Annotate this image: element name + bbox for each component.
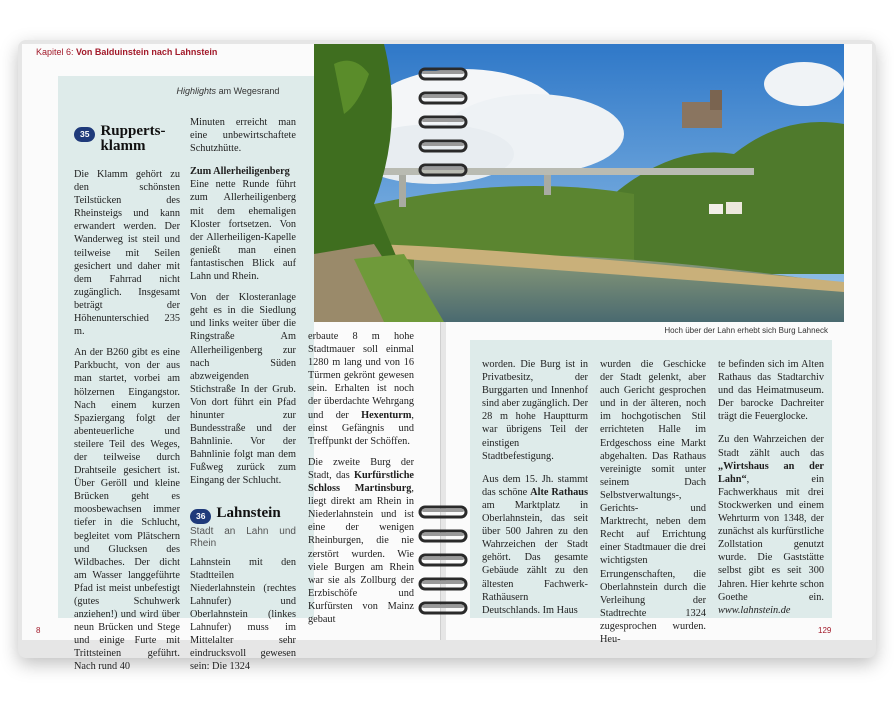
spiral-ring bbox=[418, 528, 468, 544]
col4-paragraph-1: worden. Die Burg ist in Privatbesitz, der Burggarten und Innenhof sind aber zugänglich. Der 28 m hohe Hauptturm war übrigens Teil der einstigen Stadtbefestigung. bbox=[482, 359, 588, 462]
entry-35-badge: 35 bbox=[74, 127, 95, 142]
spiral-ring bbox=[418, 552, 468, 568]
chapter-prefix: Kapitel 6: bbox=[36, 47, 74, 57]
column-3 bbox=[308, 330, 414, 634]
highlights-heading bbox=[158, 86, 298, 96]
entry-35-heading bbox=[74, 124, 180, 154]
spiral-ring bbox=[418, 576, 468, 592]
col6-paragraph-2 bbox=[718, 433, 824, 616]
column-1 bbox=[74, 124, 180, 682]
entry-35-paragraph-2: An der B260 gibt es eine Parkbucht, von der aus man startet, vorbei am hölzernen Eingangstor. Nach einem kurzen Spaziergang folgt der abenteuerliche und steilere Teil des Weges, der teilweise durch Drahtseile gesichert ist. Über Geröll und kleine Brücken geht es moosbewachsen immer tiefer in die Schlucht, begleitet vom Plätschern und Glucksen des Wildbaches. Der dicht am Wasser langgeführte Pfad ist meist unbefestigt (gutes Schuhwerk anziehen!) und wird über neun Brücken und Stege und einige Furte mit Trittsteinen geführt. Nach rund 40 bbox=[74, 347, 180, 673]
chapter-title: Von Balduinstein nach Lahnstein bbox=[76, 47, 218, 57]
col5-paragraph-1: wurden die Geschicke der Stadt gelenkt, aber auch Gericht gesprochen und in der älteren, noch im hochgotischen Stil errichteten Halle im Erdgeschoss eine Markt abgehalten. Das Rathaus vereinigte somit unter seinem Dach Selbstverwaltungs-, Gerichts- und Marktrecht, neben dem Recht auf Errichtung einer Stadtmauer die drei wichtigsten Errungenschaften, die Oberlahnstein durch die Verleihung der Stadtrechte 1324 zugesprochen wurden. Heu- bbox=[600, 359, 706, 645]
page-number-right: 129 bbox=[818, 626, 832, 635]
spiral-ring bbox=[418, 600, 468, 616]
landscape-illustration bbox=[314, 44, 844, 322]
column-2 bbox=[190, 116, 296, 681]
spiral-ring bbox=[418, 114, 468, 130]
col2-paragraph-2 bbox=[190, 165, 296, 283]
allerheiligenberg-heading: Zum Allerheiligenberg bbox=[190, 166, 290, 178]
col6-text-2c: , ein Fachwerkhaus mit drei Stockwerken und einem Wehrturm von 1348, der zunächst als kurfürstliche Zollstation genutzt wurde. Die Gaststätte selbst gibt es seit 300 Jahren. Hier kehrte schon Goethe ein. bbox=[718, 473, 824, 603]
hexenturm-label: Hexenturm bbox=[361, 409, 412, 421]
lahnstein-url: www.lahnstein.de bbox=[718, 604, 791, 616]
column-4 bbox=[482, 358, 588, 625]
entry-36-heading bbox=[190, 506, 296, 524]
col3-text-a: erbaute 8 m hohe Stadtmauer soll einmal 1280 m lang und von 16 Türmen gekrönt gewesen sein. Erhalten ist noch der überdachte Wehrgang und der bbox=[308, 331, 414, 421]
spiral-ring bbox=[418, 66, 468, 82]
highlights-italic: Highlights bbox=[176, 86, 217, 96]
col3-text-2c: , liegt direkt am Rhein in Niederlahnstein und ist eine der wenigen Rheinburgen, die nie zerstört wurden. Wie viele Burgen am Rhein war sie als Zollburg der Erzbischöfe und Kurfürsten von Mainz gebaut bbox=[308, 483, 414, 625]
col6-paragraph-1: te befinden sich im Alten Rathaus das Stadtarchiv und das Heimatmuseum. Der barocke Dachreiter trägt die Feuerglocke. bbox=[718, 359, 824, 423]
col3-text-2a: Die zweite Burg der Stadt, das bbox=[308, 456, 414, 481]
col3-text-c: , einst Gefängnis und Treffpunkt der Schöffen. bbox=[308, 409, 414, 447]
chapter-header bbox=[36, 47, 217, 57]
spiral-ring bbox=[418, 90, 468, 106]
col4-text-2a: Aus dem 15. Jh. stammt das schöne bbox=[482, 473, 588, 498]
col4-text-2c: am Marktplatz in Oberlahnstein, das seit über 500 Jahren zu den Wahrzeichen der Stadt gehört. Das gesamte Gebäude zählt zu den ältesten Fachwerk-Rathäusern Deutschlands. Im Haus bbox=[482, 499, 588, 616]
spiral-ring bbox=[418, 504, 468, 520]
col3-paragraph-2 bbox=[308, 456, 414, 626]
col2-paragraph-2-text: Eine nette Runde führt zum Allerheiligenberg mit dem ehemaligen Kloster fortsetzen. Von der Allerheiligen-Kapelle genießt man einen fantastischen Blick auf Lahn und Rhein. bbox=[190, 179, 296, 283]
column-6 bbox=[718, 358, 824, 625]
spiral-ring bbox=[418, 138, 468, 154]
spiral-ring bbox=[418, 162, 468, 178]
entry-36-subtitle: Stadt an Lahn und Rhein bbox=[190, 525, 296, 549]
page-number-left: 8 bbox=[36, 626, 41, 635]
entry-36-paragraph-1: Lahnstein mit den Stadtteilen Niederlahnstein (rechtes Lahnufer) und Oberlahnstein (linkes Lahnufer) muss im Mittelalter sehr eindrucksvoll gewesen sein: Die 1324 bbox=[190, 556, 296, 673]
col2-paragraph-3: Von der Klosteranlage geht es in die Siedlung und links weiter über die Ringstraße Am Allerheiligenberg zur nach Süden abzweigenden Stichstraße In der Grub. Von dort führt ein Pfad hinunter zur Bundesstraße und der Bahnlinie. Vor der Bahnlinie folgt man dem Fußweg zurück zum Eingang der Schlucht. bbox=[190, 292, 296, 487]
entry-36-badge: 36 bbox=[190, 509, 211, 524]
column-5 bbox=[600, 358, 706, 654]
highlights-rest: am Wegesrand bbox=[218, 86, 280, 96]
lahneck-photo bbox=[314, 44, 844, 322]
photo-caption: Hoch über der Lahn erhebt sich Burg Lahneck bbox=[664, 326, 828, 335]
col3-paragraph-1 bbox=[308, 330, 414, 448]
entry-35-paragraph-1: Die Klamm gehört zu den schönsten Teilstücken des Rheinsteigs und kann erwandert werden. Der Wanderweg ist steil und teilweise mit Seilen gesichert und daher mit dem Fahrrad nicht zugänglich. Insgesamt beträgt der Höhenunterschied 235 m. bbox=[74, 169, 180, 338]
martinsburg-label: Kurfürstliche Schloss Martinsburg bbox=[308, 469, 414, 495]
altes-rathaus-label: Alte Rathaus bbox=[530, 486, 588, 498]
col4-paragraph-2 bbox=[482, 473, 588, 617]
entry-36-title: Lahnstein bbox=[216, 504, 281, 521]
col6-text-2a: Zu den Wahrzeichen der Stadt zählt auch das bbox=[718, 434, 824, 459]
wirtshaus-label: „Wirtshaus an der Lahn“ bbox=[718, 460, 824, 485]
col2-paragraph-1: Minuten erreicht man eine unbewirtschaftete Schutzhütte. bbox=[190, 117, 296, 155]
entry-35-title: Rupperts-klamm bbox=[100, 123, 166, 154]
